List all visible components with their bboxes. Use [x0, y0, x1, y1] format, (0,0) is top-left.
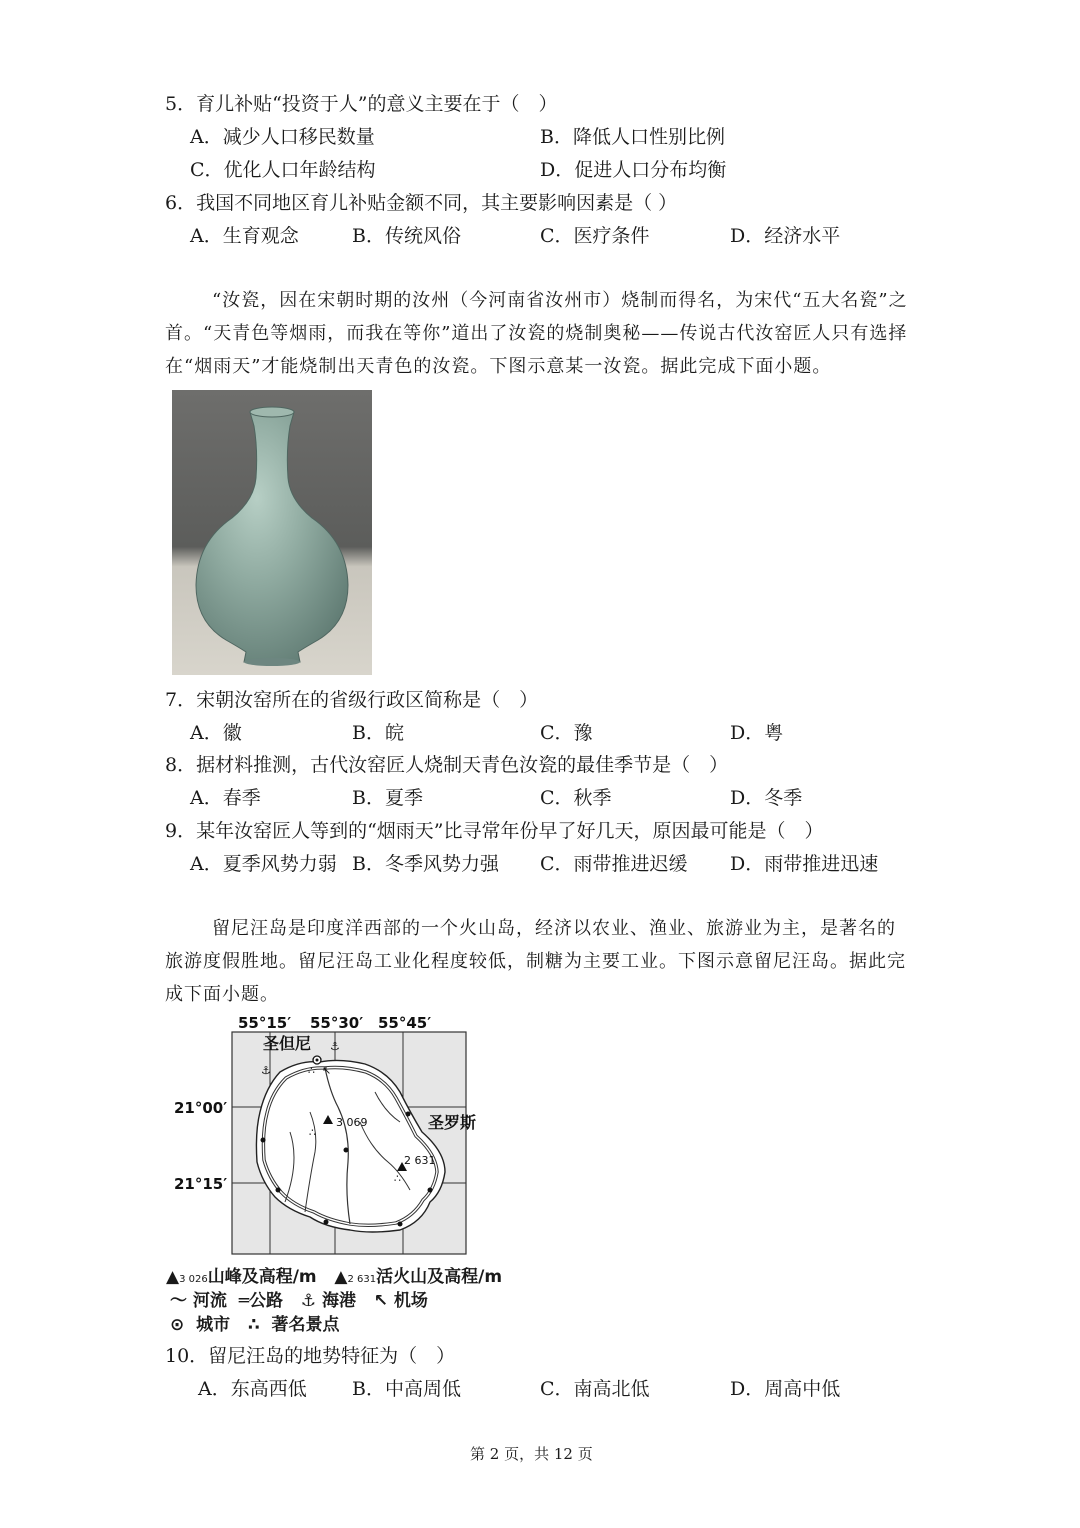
q5-option-b: B．降低人口性别比例 [540, 126, 725, 148]
legend-port-label: 海港 [321, 1291, 356, 1311]
q8-option-a: A．春季 [190, 787, 261, 809]
lat-label: 21°15′ [174, 1175, 228, 1193]
q9-option-c: C．雨带推进迟缓 [540, 853, 688, 875]
q6-option-d: D．经济水平 [730, 225, 841, 247]
q9-option-a: A．夏季风势力弱 [190, 853, 337, 875]
passage-1-line-1: “汝瓷，因在宋朝时期的汝州（今河南省汝州市）烧制而得名，为宋代“五大名瓷”之 [212, 290, 908, 311]
legend-peak-label: 山峰及高程/m [207, 1267, 317, 1287]
question-7-stem: 7．宋朝汝窑所在的省级行政区简称是（ ） [165, 689, 539, 711]
anchor-icon: ⚓ [261, 1064, 271, 1077]
legend-river-label: 河流 [192, 1291, 227, 1311]
q10-option-d: D．周高中低 [730, 1378, 841, 1400]
road-icon: ═ [238, 1291, 250, 1311]
q10-option-c: C．南高北低 [540, 1378, 650, 1400]
question-6-stem: 6．我国不同地区育儿补贴金额不同，其主要影响因素是（ ） [165, 192, 678, 214]
reunion-island-map [160, 1012, 520, 1262]
passage-1-line-3: 在“烟雨天”才能烧制出天青色的汝瓷。下图示意某一汝瓷。据此完成下面小题。 [165, 356, 832, 377]
peak-icon: ▲ [166, 1267, 180, 1287]
legend-road-label: 公路 [249, 1291, 284, 1311]
legend-volcano-sample: 2 631 [347, 1274, 377, 1285]
passage-1-line-2: 首。“天青色等烟雨，而我在等你”道出了汝瓷的烧制奥秘——传说古代汝窑匠人只有选择 [165, 323, 908, 344]
city-label-east: 圣罗斯 [428, 1113, 477, 1132]
peak-elevation: 3 069 [336, 1116, 368, 1129]
river-icon: 〜 [170, 1291, 187, 1311]
q9-option-d: D．雨带推进迅速 [730, 853, 879, 875]
q6-option-c: C．医疗条件 [540, 225, 650, 247]
passage-2-line-1: 留尼汪岛是印度洋西部的一个火山岛，经济以农业、渔业、旅游业为主，是著名的 [212, 918, 896, 939]
q5-option-a: A．减少人口移民数量 [190, 126, 375, 148]
legend-row-3 [170, 1310, 340, 1335]
passage-2-line-2: 旅游度假胜地。留尼汪岛工业化程度较低，制糖为主要工业。下图示意留尼汪岛。据此完 [165, 951, 906, 972]
city-dot [428, 1188, 433, 1193]
legend-volcano-label: 活火山及高程/m [376, 1267, 503, 1287]
scenic-spot-icon: ∴ [309, 1126, 316, 1139]
q8-option-c: C．秋季 [540, 787, 612, 809]
passage-2-line-3: 成下面小题。 [165, 984, 279, 1005]
lon-label: 55°30′ [310, 1014, 364, 1032]
city-label-north: 圣但尼 [263, 1034, 312, 1053]
airport-icon: ↖ [373, 1291, 388, 1311]
q7-option-a: A．徽 [190, 722, 242, 744]
q10-option-b: B．中高周低 [352, 1378, 461, 1400]
q7-option-b: B．皖 [352, 722, 404, 744]
ru-porcelain-vase-image [172, 390, 372, 675]
question-9-stem: 9．某年汝窑匠人等到的“烟雨天”比寻常年份早了好几天，原因最可能是（ ） [165, 820, 824, 842]
anchor-icon: ⚓ [300, 1291, 317, 1311]
city-dot [406, 1112, 411, 1117]
legend-row-1 [166, 1262, 502, 1287]
airport-icon: ↖ [322, 1064, 332, 1077]
city-dot [324, 1220, 329, 1225]
volcano-icon: ▲ [334, 1267, 348, 1287]
q7-option-d: D．粤 [730, 722, 784, 744]
volcano-elevation: 2 631 [404, 1154, 436, 1167]
legend-peak-sample: 3 026 [179, 1274, 208, 1285]
scenic-spot-icon: ∴ [247, 1315, 260, 1335]
q10-option-a: A．东高西低 [198, 1378, 307, 1400]
q7-option-c: C．豫 [540, 722, 593, 744]
lon-label: 55°15′ [238, 1014, 292, 1032]
lat-label: 21°00′ [174, 1099, 228, 1117]
q6-option-a: A．生育观念 [190, 225, 299, 247]
legend-scenic-label: 著名景点 [271, 1315, 340, 1335]
city-dot [276, 1188, 281, 1193]
legend-city-label: 城市 [196, 1315, 231, 1335]
page-number-footer: 第 2 页，共 12 页 [470, 1445, 593, 1463]
question-10-stem: 10．留尼汪岛的地势特征为（ ） [165, 1345, 456, 1367]
legend-airport-label: 机场 [393, 1291, 428, 1311]
q9-option-b: B．冬季风势力强 [352, 853, 499, 875]
city-dot [398, 1222, 403, 1227]
scenic-spot-icon: ∴ [308, 1064, 315, 1077]
q5-option-c: C．优化人口年龄结构 [190, 159, 376, 181]
question-5-stem: 5．育儿补贴“投资于人”的意义主要在于（ ） [165, 93, 558, 115]
legend-row-2 [170, 1286, 428, 1311]
lon-label: 55°45′ [378, 1014, 432, 1032]
city-icon: ⊙ [170, 1315, 185, 1335]
city-dot [261, 1138, 266, 1143]
anchor-icon: ⚓ [330, 1040, 340, 1053]
scenic-spot-icon: ∴ [394, 1172, 401, 1185]
q6-option-b: B．传统风俗 [352, 225, 461, 247]
city-dot [344, 1148, 349, 1153]
q8-option-d: D．冬季 [730, 787, 803, 809]
question-8-stem: 8．据材料推测，古代汝窑匠人烧制天青色汝瓷的最佳季节是（ ） [165, 754, 729, 776]
q8-option-b: B．夏季 [352, 787, 423, 809]
q5-option-d: D．促进人口分布均衡 [540, 159, 727, 181]
